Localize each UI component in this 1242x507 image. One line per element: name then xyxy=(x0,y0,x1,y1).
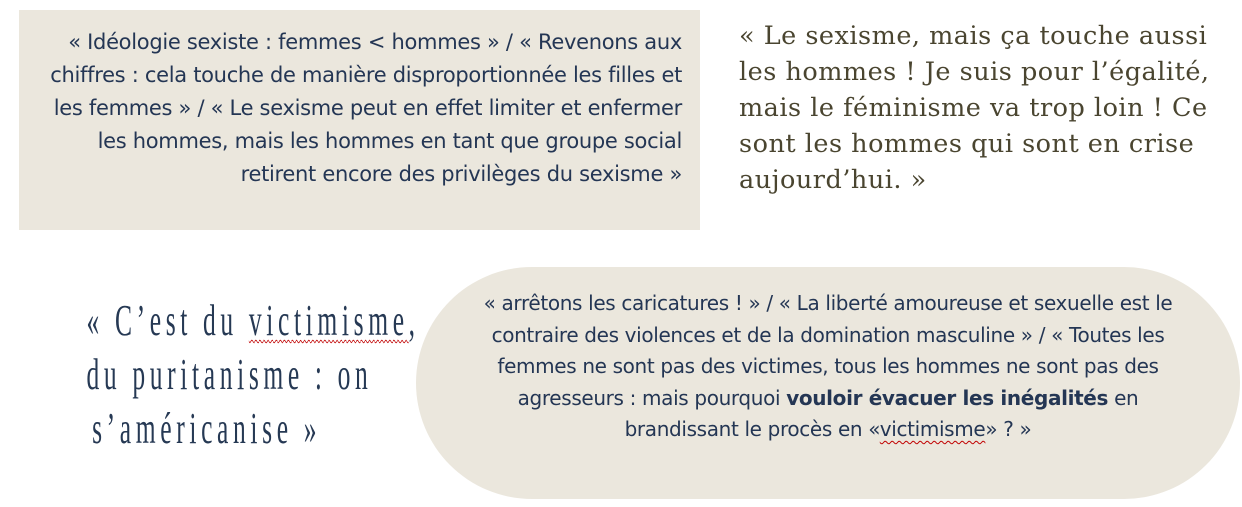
victimism-quote-line-2: du puritanisme : on xyxy=(86,350,373,399)
sexism-men-quote xyxy=(739,18,1229,198)
victimism-quote-line-1-end: , xyxy=(408,296,420,345)
counter-arguments-box xyxy=(19,10,700,230)
sexism-men-quote-text: « Le sexisme, mais ça touche aussi les hommes ! Je suis pour l’égalité, mais le féminisme va trop loin ! Ce sont les hommes qui sont en crise aujourd’hui. » xyxy=(739,21,1210,195)
counter-arguments-text: « Idéologie sexiste : femmes < hommes » / « Revenons aux chiffres : cela touche de manière disproportionnée les filles et les femmes » / « Le sexisme peut en effet limiter et enfermer les hommes, mais les hommes en tant que groupe social retirent encore des privilèges du sexisme » xyxy=(50,30,682,186)
victimism-word-box: victimisme xyxy=(879,417,986,441)
victimism-quote xyxy=(86,294,420,456)
victimism-quote-line-1 xyxy=(86,294,420,348)
caricatures-response-box xyxy=(416,267,1240,499)
caricatures-text-end: » ? » xyxy=(985,417,1032,441)
caricatures-bold-text: vouloir évacuer les inégalités xyxy=(786,385,1109,410)
victimism-word: victimisme xyxy=(248,296,409,345)
caricatures-text-middle: en brandissant le procès en « xyxy=(624,385,1139,441)
caricatures-text-start: « arrêtons les caricatures ! » / « La liberté amoureuse et sexuelle est le contraire des violences et de la domination masculine » / « Toutes les femmes ne sont pas des victimes, tous les hommes ne sont pas des agresseurs : mais pourquoi xyxy=(483,291,1173,410)
victimism-quote-line-1-start: « C’est du xyxy=(86,296,249,345)
victimism-quote-line-3: s’américanise » xyxy=(92,404,322,453)
